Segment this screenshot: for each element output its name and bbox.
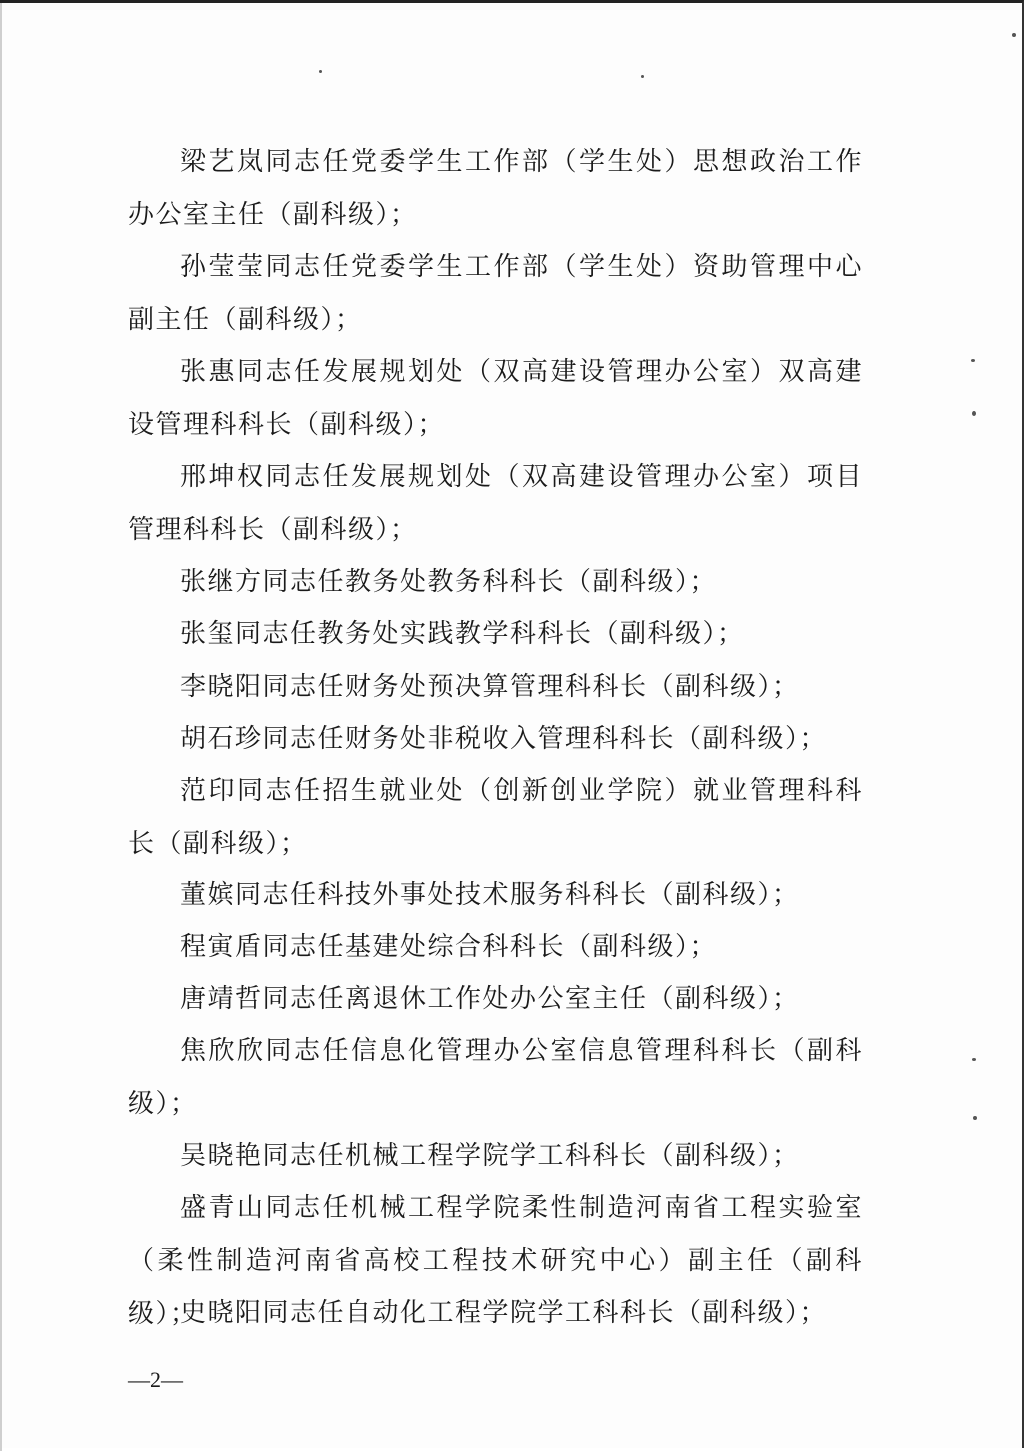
appointment-paragraph: 胡石珍同志任财务处非税收入管理科科长（副科级）； [180,724,828,754]
appointment-paragraph: 张玺同志任教务处实践教学科科长（副科级）； [180,619,745,649]
scan-speck [641,75,644,78]
appointment-paragraph: 董嫔同志任科技外事处技术服务科科长（副科级）； [180,880,800,910]
appointment-paragraph: 焦欣欣同志任信息化管理办公室信息管理科科长（副科级）； [128,1036,863,1119]
appointment-paragraph: 梁艺岚同志任党委学生工作部（学生处）思想政治工作办公室主任（副科级）； [128,147,863,230]
appointment-paragraph: 盛青山同志任机械工程学院柔性制造河南省工程实验室（柔性制造河南省高校工程技术研究中心）副主任（副科级）； [128,1193,863,1329]
scan-speck [972,411,976,416]
scan-edge [0,3,2,1451]
appointment-paragraph: 程寅盾同志任基建处综合科科长（副科级）； [180,932,718,962]
scan-speck [1012,33,1016,37]
appointment-paragraph: 范印同志任招生就业处（创新创业学院）就业管理科科长（副科级）； [128,776,863,859]
appointment-paragraph: 孙莹莹同志任党委学生工作部（学生处）资助管理中心副主任（副科级）； [128,252,863,335]
scan-speck [319,70,322,73]
appointment-paragraph: 张惠同志任发展规划处（双高建设管理办公室）双高建设管理科科长（副科级）； [128,357,863,440]
scan-speck [973,1116,977,1120]
scan-speck [972,1058,976,1061]
appointment-paragraph: 邢坤权同志任发展规划处（双高建设管理办公室）项目管理科科长（副科级）； [128,462,863,545]
appointment-paragraph: 李晓阳同志任财务处预决算管理科科长（副科级）； [180,672,800,702]
appointment-paragraph: 史晓阳同志任自动化工程学院学工科科长（副科级）； [180,1298,828,1328]
appointment-paragraph: 吴晓艳同志任机械工程学院学工科科长（副科级）； [180,1141,800,1171]
appointment-paragraph: 唐靖哲同志任离退休工作处办公室主任（副科级）； [180,984,800,1014]
page-number: —2— [128,1367,183,1392]
scan-speck [971,359,975,362]
appointment-paragraph: 张继方同志任教务处教务科科长（副科级）； [180,567,718,597]
